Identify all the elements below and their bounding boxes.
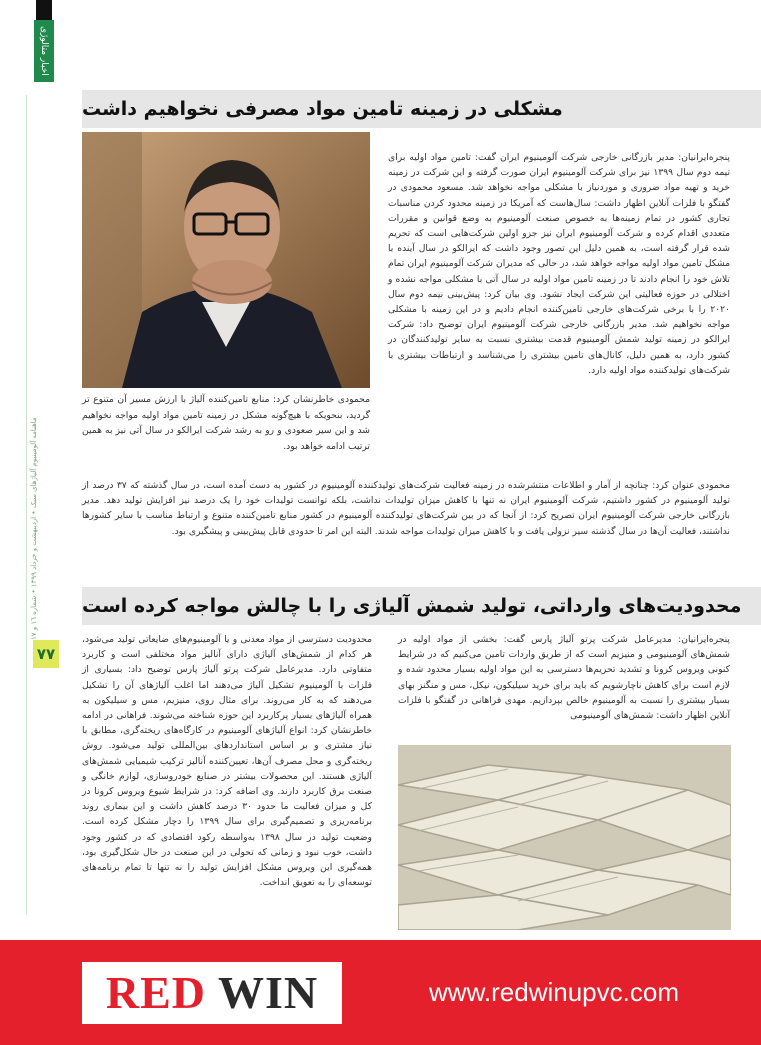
section-tag-cap — [36, 0, 52, 20]
portrait-illustration — [82, 132, 370, 388]
page-number: ٧٧ — [33, 640, 59, 668]
article2-body-right: پنجره‌ایرانیان: مدیرعامل شرکت پرتو آلیاژ پارس گفت: بخشی از مواد اولیه در شمش‌های آلومینیومی و منیزیم است که از طریق واردات تامین می‌کنیم که در شرایط کنونی ویروس کرونا و تشدید تحریم‌ها دسترسی به این مواد اولیه بسیار محدود شده و لازم است برای کاهش ناچارشویم که باید برای خرید سیلیکون، نیکل، مس و منگنز بهای بسیار بیشتری را نسبت به آلومینیوم خالص بپردازیم. مهدی فراهانی در گفتگو با فلزات آنلاین اظهار داشت: شمش‌های آلومینیومی — [398, 634, 730, 722]
section-tag: اخبار متالوژی — [34, 20, 54, 82]
portrait-caption: محمودی خاطرنشان کرد: منابع تامین‌کننده آلیاژ با ارزش مسیر آن متنوع تر گردید، بنحویکه با هیچ‌گونه مشکل در زمینه تامین مواد اولیه مواجه نخواهیم شد و این سیر صعودی و رو به رشد شرکت ایرالکو در سال آتی نیز به همین ترتیب ادامه خواهد بود. — [82, 394, 370, 452]
portrait-photo — [82, 132, 370, 388]
article2-headline: محدودیت‌های وارداتی، تولید شمش آلیاژی را با چالش مواجه کرده است — [82, 587, 761, 625]
redwin-logo — [82, 962, 342, 1024]
logo-dark-word: WIN — [218, 967, 319, 1018]
aluminium-ingots-photo — [398, 745, 731, 930]
margin-rule — [26, 95, 27, 915]
article2-body-left: محدودیت دسترسی از مواد معدنی و یا آلومینیوم‌های ضایعاتی تولید می‌شود، هر کدام از شمش‌های آلیاژی دارای آنالیز مواد مختلفی است و کاربرد متفاوتی دارد. مدیرعامل شرکت پرتو آلیاژ پارس توضیح داد: بسیاری از فلزات با آلومینیوم تشکیل آلیاژ می‌دهند اما اغلب آلیاژهای آن را تشکیل می‌دهند که به کار می‌روند. برای مثال روی، منیزیم، مس و سیلیکون به همراه آلیاژهای بسیار پرکاربرد این حوزه شناخته می‌شوند. فراهانی در ادامه خاطرنشان کرد: انواع آلیاژهای آلومینیوم در کارگاه‌های ریخته‌گری، مطابق با نیاز مشتری و بر اساس استانداردهای بین‌المللی تولید می‌شود. روش ریخته‌گری و محل مصرف آن‌ها، تعیین‌کننده آنالیز ترکیب شیمیایی شمش‌های آلیاژی هستند. این محصولات بیشتر در صنایع خودروسازی، لوازم خانگی و صنعت برق کاربرد دارند. وی اضافه کرد: در شرایط شیوع ویروس کرونا در کل و میزان فعالیت ما حدود ۳۰ درصد کاهش داشت و این بیماری روند برنامه‌ریزی و تصمیم‌گیری برای سال ۱۳۹۹ را دچار مشکل کرده است. وضعیت تولید در سال ۱۳۹۸ به‌واسطه رکود اقتصادی که در کشور وجود داشت، خوب نبود و زمانی که تحولی در این صنعت در حال شکل‌گیری بود، همه‌گیری این ویروس مشکل افزایش تولید را نه تنها تا تمام برنامه‌های توسعه‌ای را به تعویق انداخت. — [82, 634, 372, 889]
logo-red-word: RED — [105, 967, 206, 1018]
article1-body-right: پنجره‌ایرانیان: مدیر بازرگانی خارجی شرکت آلومینیوم ایران گفت: تامین مواد اولیه برای تیمه دوم سال ۱۳۹۹ نیز برای شرکت آلومینیوم ایران صورت گرفته و این شرکت در زمینه خرید و تهیه مواد ضروری و موردنیاز با مشکلی مواجه نخواهد شد. مسعود محمودی در گفتگو با فلزات آنلاین اظهار داشت: سال‌هاست که آمریکا در زمینه محدود کردن مناسبات تجاری کشور در تمام زمینه‌ها به خصوص صنعت آلومینیوم به وضع قوانین و مقررات متعددی اقدام کرده و شرکت آلومینیوم ایران نیز جزو اولین شرکت‌هایی است که تحریم شده قرار گرفته است، به همین دلیل این تصور وجود داشت که ایرالکو در سال آینده با مشکل تامین مواد اولیه مواجه خواهد شد، در حالی که مدیران شرکت آلومینیوم ایران تمام تلاش خود را انجام دادند تا در زمینه تامین مواد اولیه در سال آتی با مشکلی مواجه نشده و اختلالی در حوزه فعالیتی این شرکت ایجاد نشود. وی بیان کرد: پیش‌بینی نیمه دوم سال ۲۰۲۰ را با برخی شرکت‌های خارجی تامین‌کننده انجام دادیم و در این زمینه با مشکلی مواجه نخواهیم شد. مدیر بازرگانی خارجی شرکت آلومینیوم ایران توضیح داد: شرکت ایرالکو در زمینه تولید شمش آلومینیوم قدمت بیشتری نسبت به سایر تولیدکنندگان در کشور دارد، به همین دلیل، کانال‌های تامین بیشتری را می‌شناسد و ارتباطات بیشتری با شرکت‌های تولیدکننده مواد اولیه دارد. — [388, 152, 731, 376]
article1-headline: مشکلی در زمینه تامین مواد مصرفی نخواهیم داشت — [82, 90, 761, 128]
issue-strip: ماهنامه آلومینیوم آلیاژهای سبک • اردیبهشت و خرداد ١٣٩٩ • شماره ١٦ و ١٧ — [30, 417, 38, 640]
ad-website-link[interactable]: www.redwinupvc.com — [429, 977, 679, 1007]
advertisement-banner[interactable] — [0, 940, 761, 1045]
ingots-illustration — [398, 745, 731, 930]
article1-body-full: محمودی عنوان کرد: چنانچه از آمار و اطلاعات منتشرشده در زمینه فعالیت شرکت‌های تولیدکننده آلومینیوم در کشور به دست آمده است، در سال گذشته که ۳۷ درصد از تولید آلومینیوم در کشور داشتیم، شرکت آلومینیوم ایران نه تنها با کاهش میزان تولیدات نداشت، بلکه توانست تولیدات خود را یک درصد نیز افزایش تولید دهد. مدیر بازرگانی خارجی شرکت آلومینیوم ایران تصریح کرد: از آنجا که در بین شرکت‌های تولیدکننده آلومینیوم در کشور منابع تامین‌کننده متنوع و ارتباط مناسب با سایر کشورها نداشتند، فعالیت آن‌ها در سال گذشته سیر نزولی یافت و با کاهش میزان تولیدات مواجه شدند. البته این امر تا حدودی قابل پیش‌بینی و پیشگیری بود. — [82, 480, 731, 537]
